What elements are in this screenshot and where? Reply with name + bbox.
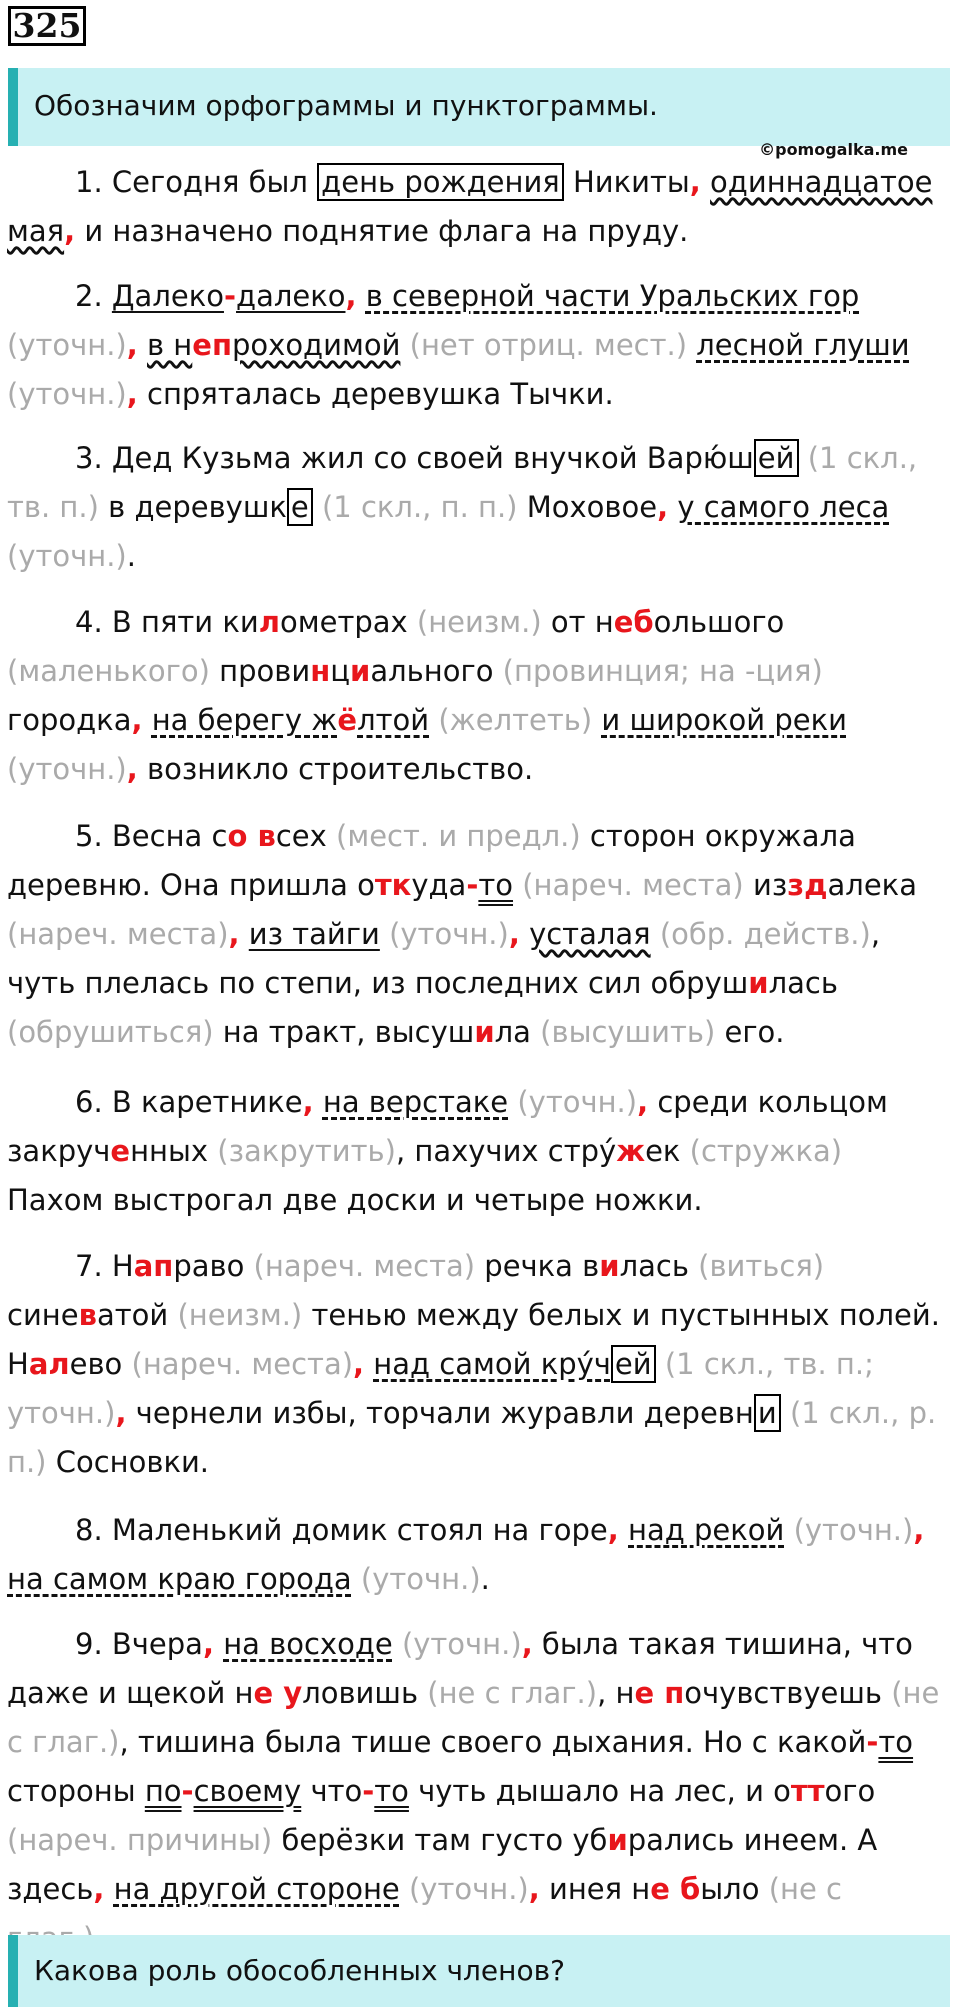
spelling-mark: , bbox=[93, 1872, 105, 1906]
double-underline-text: по bbox=[144, 1774, 182, 1808]
paragraph-3 bbox=[7, 434, 947, 581]
grammar-note: (неизм.) bbox=[177, 1298, 303, 1332]
spelling-mark: , bbox=[115, 1396, 127, 1430]
spelling-mark: , bbox=[637, 1085, 649, 1119]
text-run: сех bbox=[275, 819, 337, 853]
text-run: ольшого bbox=[653, 605, 785, 639]
spelling-mark: , bbox=[126, 377, 138, 411]
text-run: 5. Весна с bbox=[75, 819, 228, 853]
spelling-mark: и bbox=[607, 1823, 628, 1857]
spelling-mark: , bbox=[126, 328, 138, 362]
question-text: Какова роль обособленных членов? bbox=[34, 1954, 565, 1987]
grammar-note: (высушить) bbox=[540, 1015, 716, 1049]
grammar-note: (закрутить) bbox=[217, 1134, 396, 1168]
spelling-mark: е п bbox=[634, 1676, 685, 1710]
text-run: ек bbox=[645, 1134, 690, 1168]
spelling-mark: , bbox=[202, 1627, 214, 1661]
text-run: 9. Вчера bbox=[75, 1627, 203, 1661]
text-run bbox=[138, 328, 147, 362]
double-underline-text: своему bbox=[193, 1774, 302, 1808]
grammar-note: (нареч. места) bbox=[253, 1249, 476, 1283]
spelling-mark: л bbox=[258, 605, 280, 639]
grammar-note: (обр. действ.) bbox=[659, 917, 871, 951]
text-run bbox=[314, 1085, 323, 1119]
spelling-mark: и bbox=[599, 1249, 620, 1283]
spelling-mark: - bbox=[223, 279, 237, 313]
text-run bbox=[651, 917, 660, 951]
text-run: берёзки там густо уб bbox=[272, 1823, 608, 1857]
dashed-underline-text: в северной части Уральских гор bbox=[365, 279, 860, 313]
grammar-note: (1 скл., р. п.) bbox=[7, 1396, 937, 1479]
text-run bbox=[357, 279, 366, 313]
task-number: 325 bbox=[8, 6, 86, 46]
paragraph-6 bbox=[7, 1078, 947, 1225]
spelling-mark: ж bbox=[616, 1134, 646, 1168]
spelling-mark: - bbox=[362, 1774, 375, 1808]
text-run bbox=[508, 1085, 517, 1119]
text-run: 7. Н bbox=[75, 1249, 134, 1283]
text-run: ц bbox=[330, 654, 351, 688]
dashed-underline-text: над рекой bbox=[628, 1513, 785, 1547]
wavy-underline-text: усталая bbox=[529, 917, 651, 951]
underline-text: далеко bbox=[236, 279, 346, 313]
text-run bbox=[393, 1627, 402, 1661]
grammar-note: (уточн.) bbox=[793, 1513, 914, 1547]
spelling-mark: , bbox=[64, 214, 76, 248]
grammar-note: (маленького) bbox=[7, 654, 210, 688]
text-run bbox=[143, 703, 152, 737]
paragraph-5 bbox=[7, 812, 947, 1057]
spelling-mark: - bbox=[466, 868, 479, 902]
double-underline-text: то bbox=[374, 1774, 409, 1808]
boxed-ending: и bbox=[754, 1394, 781, 1432]
header-banner bbox=[8, 68, 950, 146]
text-run: городка bbox=[7, 703, 132, 737]
grammar-note: (нареч. места) bbox=[7, 917, 229, 951]
spelling-mark: ё bbox=[337, 703, 358, 737]
question-banner bbox=[8, 1935, 950, 2007]
grammar-note: (1 скл., тв. п.) bbox=[7, 441, 918, 524]
text-run: ометрах bbox=[279, 605, 417, 639]
text-run bbox=[668, 490, 677, 524]
header-text: Обозначим орфограммы и пунктограммы. bbox=[34, 89, 658, 122]
wavy-underline-text: роходимой bbox=[232, 328, 401, 362]
text-run: от н bbox=[541, 605, 614, 639]
text-run bbox=[214, 1627, 223, 1661]
text-run: ево bbox=[69, 1347, 132, 1381]
grammar-note: (уточн.) bbox=[408, 1872, 529, 1906]
text-run: спряталась деревушка Тычки. bbox=[137, 377, 614, 411]
text-run bbox=[400, 1872, 409, 1906]
spelling-mark: ал bbox=[28, 1347, 70, 1381]
text-run bbox=[619, 1513, 628, 1547]
paragraph-8 bbox=[7, 1506, 947, 1604]
spelling-mark: , bbox=[508, 917, 520, 951]
text-run: , чуть плелась по степи, из последних сил обруш bbox=[7, 917, 881, 1000]
spelling-mark: , bbox=[353, 1347, 365, 1381]
spelling-mark: е б bbox=[650, 1872, 701, 1906]
text-run bbox=[656, 1347, 665, 1381]
spelling-mark: и bbox=[474, 1015, 495, 1049]
text-run: 3. Дед Кузьма жил со своей внучкой Варю́ш bbox=[75, 441, 754, 475]
text-run bbox=[513, 868, 522, 902]
spelling-mark: , bbox=[126, 752, 138, 786]
spelling-mark: ап bbox=[133, 1249, 174, 1283]
grammar-note: (уточн.) bbox=[7, 539, 127, 573]
grammar-note: (нареч. места) bbox=[131, 1347, 354, 1381]
text-run: возникло строительство. bbox=[137, 752, 534, 786]
paragraph-9 bbox=[7, 1620, 947, 1963]
text-run: алека bbox=[827, 868, 917, 902]
dashed-underline-text: на верстаке bbox=[322, 1085, 509, 1119]
text-run: стороны bbox=[7, 1774, 145, 1808]
text-run: 1. Сегодня был bbox=[75, 165, 318, 199]
text-run: очувствуешь bbox=[684, 1676, 892, 1710]
grammar-note: (нареч. места) bbox=[522, 868, 744, 902]
dashed-underline-text: лтой bbox=[357, 703, 430, 737]
grammar-note: (уточн.) bbox=[389, 917, 509, 951]
double-underline-text: то bbox=[478, 868, 514, 902]
text-run: 4. В пяти ки bbox=[75, 605, 259, 639]
text-run bbox=[701, 165, 710, 199]
text-run: . bbox=[480, 1562, 490, 1596]
dashed-underline-text: на берегу ж bbox=[151, 703, 338, 737]
spelling-mark: тт bbox=[790, 1774, 825, 1808]
paragraph-2 bbox=[7, 272, 947, 419]
paragraph-4 bbox=[7, 598, 947, 794]
text-run bbox=[799, 441, 808, 475]
text-run: рались инеем. А здесь bbox=[7, 1823, 878, 1906]
text-run: и назначено поднятие флага на пруду. bbox=[75, 214, 689, 248]
text-run: ыло bbox=[700, 1872, 769, 1906]
text-run: 8. Маленький домик стоял на горе bbox=[75, 1513, 608, 1547]
grammar-note: (желтеть) bbox=[438, 703, 593, 737]
boxed-ending: день рождения bbox=[317, 163, 564, 201]
text-run: лась bbox=[768, 966, 838, 1000]
text-run bbox=[380, 917, 389, 951]
watermark: ©pomogalka.me bbox=[759, 140, 908, 159]
text-run bbox=[104, 1872, 113, 1906]
spelling-mark: , bbox=[302, 1085, 314, 1119]
spelling-mark: , bbox=[528, 1872, 540, 1906]
spelling-mark: , bbox=[228, 917, 240, 951]
grammar-note: (провинция; на -ция) bbox=[502, 654, 823, 688]
text-run: 6. В каретнике bbox=[75, 1085, 303, 1119]
spelling-mark: , bbox=[521, 1627, 533, 1661]
spelling-mark: , bbox=[345, 279, 357, 313]
grammar-note: (уточн.) bbox=[517, 1085, 638, 1119]
text-run: среди кольцом закруч bbox=[7, 1085, 888, 1168]
spelling-mark: - bbox=[866, 1725, 879, 1759]
grammar-note: (неизм.) bbox=[416, 605, 542, 639]
text-run: нных bbox=[130, 1134, 218, 1168]
wavy-underline-text: в н bbox=[147, 328, 193, 362]
text-run bbox=[352, 1562, 361, 1596]
grammar-note: (уточн.) bbox=[7, 377, 127, 411]
grammar-note: (уточн.) bbox=[7, 328, 127, 362]
text-run bbox=[429, 703, 438, 737]
spelling-mark: , bbox=[689, 165, 701, 199]
text-run bbox=[520, 917, 529, 951]
text-run: 2. bbox=[75, 279, 112, 313]
boxed-ending: ей bbox=[611, 1345, 656, 1383]
text-run: раво bbox=[173, 1249, 254, 1283]
dashed-underline-text: у самого леса bbox=[677, 490, 890, 524]
text-run: из bbox=[743, 868, 788, 902]
text-run: сине bbox=[7, 1298, 79, 1332]
text-run: чернели избы, торчали журавли деревн bbox=[126, 1396, 754, 1430]
dashed-underline-text: на восходе bbox=[223, 1627, 393, 1661]
spelling-mark: и bbox=[748, 966, 769, 1000]
text-run: в деревушк bbox=[98, 490, 287, 524]
text-run: Пахом выстрогал две доски и четыре ножки. bbox=[7, 1183, 703, 1217]
text-run: ловишь bbox=[302, 1676, 428, 1710]
spelling-mark: , bbox=[607, 1513, 619, 1547]
grammar-note: (не с bbox=[768, 1872, 842, 1906]
grammar-note: (1 скл., п. п.) bbox=[321, 490, 518, 524]
text-run: его. bbox=[715, 1015, 785, 1049]
text-run: речка в bbox=[475, 1249, 600, 1283]
dashed-underline-text: над самой кру́ч bbox=[373, 1347, 611, 1381]
spelling-mark: , bbox=[913, 1513, 925, 1547]
text-run: , пахучих стру́ bbox=[395, 1134, 617, 1168]
text-run bbox=[781, 1396, 790, 1430]
text-run bbox=[240, 917, 249, 951]
double-underline-text: то bbox=[878, 1725, 914, 1759]
spelling-mark: - bbox=[181, 1774, 194, 1808]
spelling-mark: в bbox=[78, 1298, 97, 1332]
text-run: тенью между белых и пустынных полей. Н bbox=[7, 1298, 940, 1381]
boxed-ending: е bbox=[287, 488, 313, 526]
wavy-underline-text: одиннадцатое мая bbox=[7, 165, 933, 248]
paragraph-7 bbox=[7, 1242, 947, 1487]
text-run: сторон окружала деревню. Она пришла о bbox=[7, 819, 856, 902]
grammar-note: (виться) bbox=[698, 1249, 825, 1283]
spelling-mark: о в bbox=[227, 819, 276, 853]
spelling-mark: зд bbox=[787, 868, 828, 902]
text-run: что bbox=[301, 1774, 363, 1808]
text-run: ла bbox=[494, 1015, 541, 1049]
text-run: уда bbox=[411, 868, 467, 902]
text-run: ого bbox=[824, 1774, 876, 1808]
grammar-note: (уточн.) bbox=[360, 1562, 481, 1596]
spelling-mark: е bbox=[110, 1134, 131, 1168]
text-run bbox=[784, 1513, 793, 1547]
text-run: , н bbox=[597, 1676, 635, 1710]
grammar-note: (не с глаг.) bbox=[7, 1676, 940, 1759]
underline-text: из тайги bbox=[248, 917, 380, 951]
spelling-mark: еп bbox=[192, 328, 232, 362]
spelling-mark: еб bbox=[613, 605, 654, 639]
text-run: чуть дышало на лес, и о bbox=[408, 1774, 791, 1808]
grammar-note: (нет отриц. мест.) bbox=[409, 328, 688, 362]
grammar-note: (уточн.) bbox=[401, 1627, 522, 1661]
text-run bbox=[313, 490, 322, 524]
dashed-underline-text: на другой стороне bbox=[113, 1872, 400, 1906]
boxed-ending: ей bbox=[754, 439, 799, 477]
grammar-note: (мест. и предл.) bbox=[336, 819, 581, 853]
grammar-note: (обрушиться) bbox=[7, 1015, 214, 1049]
text-run: . bbox=[126, 539, 136, 573]
spelling-mark: , bbox=[131, 703, 143, 737]
dashed-underline-text: на самом краю города bbox=[7, 1562, 352, 1596]
spelling-mark: и bbox=[350, 654, 371, 688]
text-run: , тишина была тише своего дыхания. Но с какой bbox=[119, 1725, 867, 1759]
text-run: Моховое bbox=[517, 490, 658, 524]
spelling-mark: тк bbox=[374, 868, 412, 902]
dashed-underline-text: лесной глуши bbox=[696, 328, 910, 362]
grammar-note: (нареч. причины) bbox=[7, 1823, 273, 1857]
text-run: Никиты bbox=[563, 165, 690, 199]
text-run: прови bbox=[209, 654, 311, 688]
text-run bbox=[364, 1347, 373, 1381]
spelling-mark: н bbox=[310, 654, 331, 688]
paragraph-1 bbox=[7, 158, 947, 256]
dashed-underline-text: и широкой реки bbox=[601, 703, 847, 737]
text-run bbox=[592, 703, 601, 737]
text-run: инея н bbox=[539, 1872, 651, 1906]
grammar-note: (стружка) bbox=[689, 1134, 843, 1168]
text-run: на тракт, высуш bbox=[213, 1015, 475, 1049]
text-run: Сосновки. bbox=[46, 1445, 210, 1479]
underline-text: Далеко bbox=[111, 279, 224, 313]
text-run: была такая тишина, что даже и щекой н bbox=[7, 1627, 913, 1710]
text-run: атой bbox=[96, 1298, 178, 1332]
text-run: лась bbox=[619, 1249, 699, 1283]
text-run bbox=[687, 328, 696, 362]
grammar-note: (1 скл., тв. п.; уточн.) bbox=[7, 1347, 874, 1430]
text-run bbox=[400, 328, 409, 362]
spelling-mark: , bbox=[657, 490, 669, 524]
grammar-note: (не с глаг.) bbox=[427, 1676, 598, 1710]
text-run: ального bbox=[370, 654, 503, 688]
grammar-note: (уточн.) bbox=[7, 752, 127, 786]
spelling-mark: е у bbox=[253, 1676, 303, 1710]
